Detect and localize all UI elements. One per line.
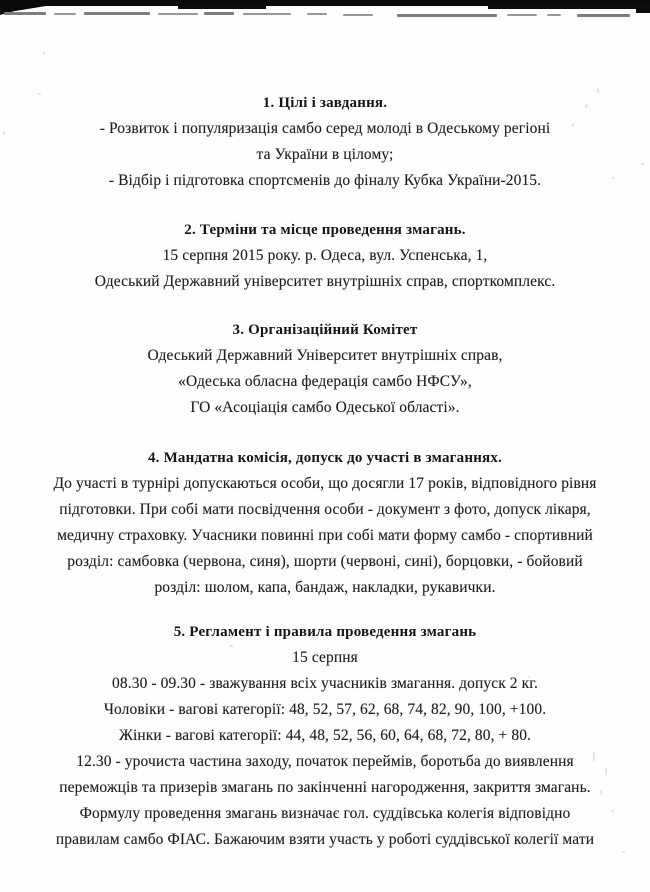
doc-line: переможців та призерів змагань по закінченні нагородження, закриття змагань. xyxy=(59,779,591,796)
section-committee xyxy=(12,317,638,421)
doc-line: Одеський Державний університет внутрішніх справ, спорткомплекс. xyxy=(94,273,556,290)
section-goals xyxy=(12,90,638,194)
scan-band-ext xyxy=(636,6,650,13)
scan-dash xyxy=(343,14,373,16)
scan-dash xyxy=(507,14,537,16)
section-heading: 1. Цілі і завдання. xyxy=(262,95,388,111)
scan-dash xyxy=(158,13,198,15)
scan-dash xyxy=(84,12,150,15)
doc-line: правилам самбо ФІАС. Бажаючим взяти участь у роботі суддівської колегії мати xyxy=(55,831,595,848)
doc-line: Чоловіки - вагові категорії: 48, 52, 57, 62, 68, 74, 82, 90, 100, +100. xyxy=(103,701,547,718)
doc-line: розділ: самбовка (червона, синя), шорти (червоні, сині), борцовки, - бойовий xyxy=(67,553,583,570)
doc-line: Одеський Державний Університет внутрішніх справ, xyxy=(147,347,503,364)
doc-line: підготовки. При собі мати посвідчення особи - документ з фото, допуск лікаря, xyxy=(59,501,591,518)
section-heading: 3. Організаційний Комітет xyxy=(232,322,418,338)
doc-line: 08.30 - 09.30 - зважування всіх учасників змагання. допуск 2 кг. xyxy=(112,675,538,692)
doc-line: Жінки - вагові категорії: 44, 48, 52, 56, 60, 64, 68, 72, 80, + 80. xyxy=(118,727,532,744)
doc-line: 12.30 - урочиста частина заходу, початок переймів, боротьба до виявлення xyxy=(76,753,574,770)
speck xyxy=(641,163,644,165)
doc-line: 15 серпня 2015 року. р. Одеса, вул. Успенська, 1, xyxy=(162,247,488,264)
scan-band-ext xyxy=(488,6,650,9)
doc-line: Формулу проведення змагань визначає гол. суддівська колегія відповідно xyxy=(79,805,571,822)
scan-dash xyxy=(204,12,234,15)
scan-dash xyxy=(4,12,46,15)
scan-dash xyxy=(307,13,327,15)
doc-line: 15 серпня xyxy=(292,649,358,666)
section-heading: 5. Регламент і правила проведення змагань xyxy=(173,624,477,640)
doc-line: «Одеська обласна федерація самбо НФСУ», xyxy=(178,373,472,390)
doc-line: розділ: шолом, капа, бандаж, накладки, рукавички. xyxy=(154,579,496,596)
doc-line: медичну страховку. Учасники повинні при собі мати форму самбо - спортивний xyxy=(57,527,593,544)
scan-dash xyxy=(243,13,291,15)
section-rules-schedule xyxy=(12,619,638,853)
speck xyxy=(43,52,45,54)
speck xyxy=(3,131,5,135)
scan-dash xyxy=(577,14,630,17)
doc-line: ГО «Асоціація самбо Одеської області». xyxy=(190,399,460,416)
doc-line: До участі в турнірі допускаються особи, що досягли 17 років, відповідного рівня xyxy=(53,475,597,492)
doc-line: - Відбір і підготовка спортсменів до фіналу Кубка України-2015. xyxy=(108,172,542,189)
scan-band-ext xyxy=(226,5,250,8)
doc-line: та України в цілому; xyxy=(256,146,394,163)
scan-dash xyxy=(397,14,497,17)
section-heading: 4. Мандатна комісія, допуск до участі в змаганнях. xyxy=(147,450,503,466)
scan-band-ext xyxy=(178,6,266,9)
doc-line: - Розвиток і популяризація самбо серед молоді в Одеському регіоні xyxy=(99,120,551,137)
section-mandate-commission xyxy=(12,445,638,601)
scan-dash xyxy=(54,13,76,15)
scan-dash xyxy=(547,14,561,16)
section-time-place xyxy=(12,217,638,295)
section-heading: 2. Терміни та місце проведення змагань. xyxy=(184,222,466,238)
